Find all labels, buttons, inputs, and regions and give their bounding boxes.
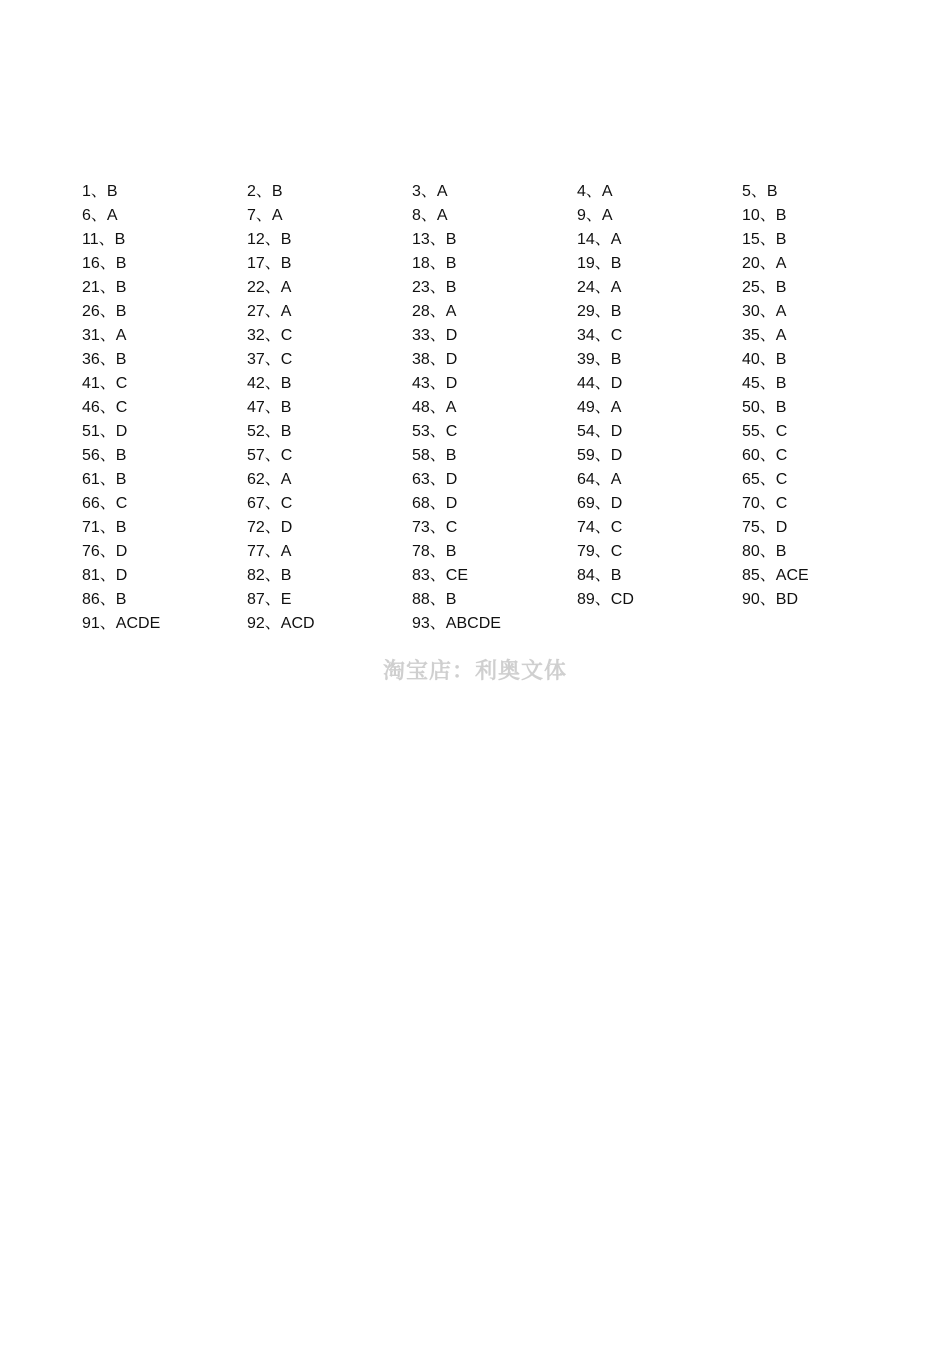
answer-item: 82、B [247, 567, 292, 584]
answer-item: 27、A [247, 303, 292, 320]
answer-item: 13、B [412, 231, 457, 248]
answer-item: 2、B [247, 183, 283, 200]
answer-item: 72、D [247, 519, 293, 536]
answer-item: 30、A [742, 303, 787, 320]
answer-item: 33、D [412, 327, 458, 344]
answer-item: 73、C [412, 519, 458, 536]
answer-item: 74、C [577, 519, 623, 536]
answer-item: 42、B [247, 375, 292, 392]
answer-item: 66、C [82, 495, 128, 512]
answer-item: 39、B [577, 351, 622, 368]
shop-watermark: 淘宝店：利奥文体 [382, 658, 567, 684]
answer-item: 47、B [247, 399, 292, 416]
answer-item: 93、ABCDE [412, 615, 501, 632]
answer-item: 90、BD [742, 591, 799, 608]
answer-item: 34、C [577, 327, 623, 344]
answer-item: 60、C [742, 447, 788, 464]
answer-item: 20、A [742, 255, 787, 272]
answer-item: 69、D [577, 495, 623, 512]
answer-item: 58、B [412, 447, 457, 464]
answer-item: 7、A [247, 207, 283, 224]
answer-item: 3、A [412, 183, 448, 200]
answer-item: 59、D [577, 447, 623, 464]
answer-item: 48、A [412, 399, 457, 416]
answer-item: 70、C [742, 495, 788, 512]
answer-item: 75、D [742, 519, 788, 536]
answer-item: 24、A [577, 279, 622, 296]
answer-item: 83、CE [412, 567, 469, 584]
answer-item: 4、A [577, 183, 613, 200]
answer-item: 63、D [412, 471, 458, 488]
answer-item: 19、B [577, 255, 622, 272]
answer-item: 5、B [742, 183, 778, 200]
answer-item: 84、B [577, 567, 622, 584]
answer-item: 67、C [247, 495, 293, 512]
answer-key-grid [82, 180, 912, 636]
answer-item: 26、B [82, 303, 127, 320]
answer-item: 25、B [742, 279, 787, 296]
answer-item: 23、B [412, 279, 457, 296]
answer-item: 15、B [742, 231, 787, 248]
answer-item: 55、C [742, 423, 788, 440]
answer-item: 41、C [82, 375, 128, 392]
answer-item: 17、B [247, 255, 292, 272]
answer-item: 31、A [82, 327, 127, 344]
answer-item: 52、B [247, 423, 292, 440]
answer-item: 80、B [742, 543, 787, 560]
answer-item: 92、ACD [247, 615, 315, 632]
answer-item: 8、A [412, 207, 448, 224]
answer-item: 62、A [247, 471, 292, 488]
answer-item: 32、C [247, 327, 293, 344]
answer-item: 6、A [82, 207, 118, 224]
answer-item: 9、A [577, 207, 613, 224]
answer-item: 1、B [82, 183, 118, 200]
answer-item: 79、C [577, 543, 623, 560]
answer-item: 11、B [82, 231, 126, 248]
answer-item: 65、C [742, 471, 788, 488]
answer-item: 68、D [412, 495, 458, 512]
answer-item: 86、B [82, 591, 127, 608]
answer-item: 38、D [412, 351, 458, 368]
answer-item: 78、B [412, 543, 457, 560]
answer-item: 57、C [247, 447, 293, 464]
answer-item: 77、A [247, 543, 292, 560]
answer-item: 49、A [577, 399, 622, 416]
answer-item: 85、ACE [742, 567, 809, 584]
answer-item: 10、B [742, 207, 787, 224]
answer-item: 50、B [742, 399, 787, 416]
answer-item: 40、B [742, 351, 787, 368]
answer-item: 61、B [82, 471, 127, 488]
answer-item: 87、E [247, 591, 292, 608]
answer-item: 46、C [82, 399, 128, 416]
answer-item: 91、ACDE [82, 615, 161, 632]
answer-item: 21、B [82, 279, 127, 296]
answer-item: 36、B [82, 351, 127, 368]
answer-item: 56、B [82, 447, 127, 464]
answer-item: 35、A [742, 327, 787, 344]
answer-item: 29、B [577, 303, 622, 320]
answer-item: 44、D [577, 375, 623, 392]
answer-item: 81、D [82, 567, 128, 584]
answer-item: 16、B [82, 255, 127, 272]
answer-item: 54、D [577, 423, 623, 440]
answer-item: 76、D [82, 543, 128, 560]
answer-item: 43、D [412, 375, 458, 392]
answer-item: 64、A [577, 471, 622, 488]
answer-item: 45、B [742, 375, 787, 392]
answer-item: 22、A [247, 279, 292, 296]
answer-item: 18、B [412, 255, 457, 272]
answer-item: 53、C [412, 423, 458, 440]
answer-item: 28、A [412, 303, 457, 320]
answer-item: 71、B [82, 519, 127, 536]
answer-item: 88、B [412, 591, 457, 608]
answer-item: 12、B [247, 231, 292, 248]
answer-item: 37、C [247, 351, 293, 368]
answer-item: 51、D [82, 423, 128, 440]
answer-item: 89、CD [577, 591, 634, 608]
answer-item: 14、A [577, 231, 622, 248]
